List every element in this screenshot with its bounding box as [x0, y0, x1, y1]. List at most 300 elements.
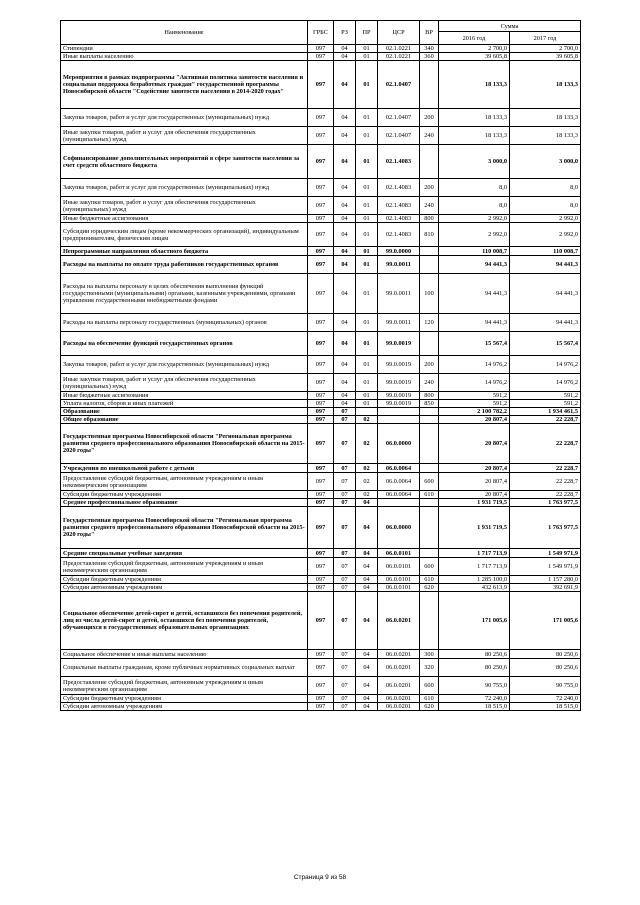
- cell-csr: 06.0.0101: [378, 558, 420, 576]
- cell-grbs: 097: [308, 703, 334, 711]
- cell-rz: 07: [334, 576, 356, 584]
- table-row: [61, 127, 581, 145]
- cell-rz: 07: [334, 695, 356, 703]
- cell-2017: 392 691,9: [510, 584, 581, 592]
- cell-grbs: 097: [308, 392, 334, 400]
- cell-2016: 2 992,0: [439, 215, 510, 223]
- table-row: [61, 558, 581, 576]
- table-row: [61, 703, 581, 711]
- cell-csr: 99.0.0019: [378, 392, 420, 400]
- cell-name: Расходы на выплаты по оплате труда работников государственных органов: [61, 256, 308, 274]
- cell-pr: 04: [356, 659, 378, 677]
- cell-vr: [420, 247, 439, 256]
- cell-rz: 04: [334, 45, 356, 53]
- cell-csr: [378, 408, 420, 416]
- cell-csr: 06.0.0201: [378, 677, 420, 695]
- cell-2016: 432 613,9: [439, 584, 510, 592]
- cell-grbs: 097: [308, 215, 334, 223]
- cell-grbs: 097: [308, 659, 334, 677]
- table-row: [61, 332, 581, 356]
- cell-2016: 110 008,7: [439, 247, 510, 256]
- cell-grbs: 097: [308, 45, 334, 53]
- cell-2017: 22 228,7: [510, 473, 581, 491]
- cell-vr: 610: [420, 695, 439, 703]
- cell-2016: 15 567,4: [439, 332, 510, 356]
- cell-pr: 02: [356, 491, 378, 499]
- table-row: [61, 274, 581, 314]
- cell-grbs: 097: [308, 374, 334, 392]
- cell-2017: 1 934 461,5: [510, 408, 581, 416]
- cell-2016: 1 717 713,9: [439, 558, 510, 576]
- cell-2017: 1 763 977,5: [510, 499, 581, 507]
- cell-pr: 01: [356, 374, 378, 392]
- table-row: [61, 247, 581, 256]
- cell-grbs: 097: [308, 274, 334, 314]
- cell-pr: 01: [356, 392, 378, 400]
- cell-vr: 120: [420, 314, 439, 332]
- cell-pr: 01: [356, 247, 378, 256]
- cell-2016: 8,0: [439, 179, 510, 197]
- cell-2016: 94 441,3: [439, 314, 510, 332]
- cell-rz: 07: [334, 677, 356, 695]
- cell-2017: 171 005,6: [510, 592, 581, 650]
- table-row: [61, 53, 581, 61]
- cell-pr: 04: [356, 650, 378, 659]
- cell-pr: 04: [356, 549, 378, 558]
- table-row: [61, 145, 581, 179]
- table-row: [61, 197, 581, 215]
- cell-pr: 02: [356, 424, 378, 464]
- cell-name: Субсидии бюджетным учреждениям: [61, 576, 308, 584]
- cell-rz: 04: [334, 400, 356, 408]
- cell-csr: 02.1.0407: [378, 61, 420, 109]
- cell-name: Стипендии: [61, 45, 308, 53]
- cell-name: Расходы на обеспечение функций государственных органов: [61, 332, 308, 356]
- cell-grbs: 097: [308, 197, 334, 215]
- cell-2016: 2 992,0: [439, 223, 510, 247]
- header-csr: ЦСР: [378, 21, 420, 45]
- cell-rz: 04: [334, 61, 356, 109]
- cell-vr: 600: [420, 558, 439, 576]
- cell-2016: 171 005,6: [439, 592, 510, 650]
- cell-vr: 240: [420, 374, 439, 392]
- cell-grbs: 097: [308, 424, 334, 464]
- cell-2016: 591,2: [439, 400, 510, 408]
- cell-csr: 06.0.0201: [378, 650, 420, 659]
- cell-2017: 94 441,3: [510, 314, 581, 332]
- cell-rz: 07: [334, 592, 356, 650]
- cell-csr: [378, 499, 420, 507]
- cell-pr: [356, 408, 378, 416]
- cell-2017: 18 133,3: [510, 127, 581, 145]
- table-row: [61, 695, 581, 703]
- cell-name: Социальные выплаты гражданам, кроме публичных нормативных социальных выплат: [61, 659, 308, 677]
- cell-vr: [420, 408, 439, 416]
- cell-rz: 04: [334, 392, 356, 400]
- cell-2017: 90 755,0: [510, 677, 581, 695]
- cell-pr: 04: [356, 558, 378, 576]
- cell-vr: 240: [420, 127, 439, 145]
- cell-name: Закупка товаров, работ и услуг для государственных (муниципальных) нужд: [61, 109, 308, 127]
- cell-csr: 99.0.0011: [378, 314, 420, 332]
- cell-2017: 1 157 280,0: [510, 576, 581, 584]
- cell-vr: 620: [420, 584, 439, 592]
- header-name: Наименование: [61, 21, 308, 45]
- table-row: [61, 215, 581, 223]
- cell-2016: 72 240,0: [439, 695, 510, 703]
- cell-2016: 591,2: [439, 392, 510, 400]
- cell-csr: 06.0.0201: [378, 703, 420, 711]
- table-row: [61, 464, 581, 473]
- cell-vr: [420, 61, 439, 109]
- cell-pr: 01: [356, 197, 378, 215]
- cell-2017: 1 763 977,5: [510, 507, 581, 549]
- cell-grbs: 097: [308, 109, 334, 127]
- cell-grbs: 097: [308, 400, 334, 408]
- cell-2016: 94 441,3: [439, 256, 510, 274]
- cell-vr: 610: [420, 491, 439, 499]
- cell-vr: 300: [420, 650, 439, 659]
- cell-pr: 01: [356, 127, 378, 145]
- cell-pr: 02: [356, 416, 378, 424]
- cell-2017: 80 250,6: [510, 659, 581, 677]
- cell-vr: [420, 464, 439, 473]
- cell-vr: 600: [420, 677, 439, 695]
- cell-name: Субсидии бюджетным учреждениям: [61, 695, 308, 703]
- cell-csr: 02.1.4083: [378, 179, 420, 197]
- cell-csr: 02.1.4083: [378, 223, 420, 247]
- cell-2016: 3 000,0: [439, 145, 510, 179]
- cell-pr: 01: [356, 223, 378, 247]
- cell-vr: [420, 332, 439, 356]
- cell-name: Общее образование: [61, 416, 308, 424]
- cell-2017: 1 549 971,9: [510, 558, 581, 576]
- cell-csr: 06.0.0101: [378, 549, 420, 558]
- cell-grbs: 097: [308, 179, 334, 197]
- cell-csr: 06.0.0101: [378, 576, 420, 584]
- cell-name: Предоставление субсидий бюджетным, автономным учреждениям и иным некоммерческим организациям: [61, 677, 308, 695]
- cell-csr: 06.0.0064: [378, 464, 420, 473]
- cell-2016: 8,0: [439, 197, 510, 215]
- cell-2016: 1 931 719,5: [439, 507, 510, 549]
- cell-name: Предоставление субсидий бюджетным, автономным учреждениям и иным некоммерческим организациям: [61, 473, 308, 491]
- table-row: [61, 416, 581, 424]
- cell-2017: 2 992,0: [510, 223, 581, 247]
- cell-rz: 07: [334, 464, 356, 473]
- cell-grbs: 097: [308, 576, 334, 584]
- cell-name: Средние специальные учебные заведения: [61, 549, 308, 558]
- cell-csr: 02.1.0407: [378, 109, 420, 127]
- cell-2016: 94 441,3: [439, 274, 510, 314]
- cell-csr: 99.0.0019: [378, 374, 420, 392]
- cell-2016: 39 605,8: [439, 53, 510, 61]
- table-row: [61, 356, 581, 374]
- cell-rz: 07: [334, 507, 356, 549]
- table-row: [61, 491, 581, 499]
- cell-rz: 07: [334, 408, 356, 416]
- cell-grbs: 097: [308, 491, 334, 499]
- cell-2017: 18 515,0: [510, 703, 581, 711]
- cell-pr: 04: [356, 703, 378, 711]
- header-vr: ВР: [420, 21, 439, 45]
- cell-2016: 1 285 100,0: [439, 576, 510, 584]
- cell-vr: 810: [420, 223, 439, 247]
- header-2016: 2016 год: [439, 32, 510, 45]
- cell-rz: 04: [334, 223, 356, 247]
- header-pr: ПР: [356, 21, 378, 45]
- cell-2016: 14 976,2: [439, 356, 510, 374]
- cell-name: Непрограммные направления областного бюджета: [61, 247, 308, 256]
- cell-vr: 240: [420, 197, 439, 215]
- cell-pr: 02: [356, 473, 378, 491]
- cell-name: Государственная программа Новосибирской области "Региональная программа развития среднего профессионального образования Новосибирской области на 2015-2020 годы": [61, 424, 308, 464]
- cell-2017: 18 133,3: [510, 109, 581, 127]
- cell-pr: 04: [356, 584, 378, 592]
- cell-grbs: 097: [308, 256, 334, 274]
- cell-2017: 94 441,3: [510, 256, 581, 274]
- table-row: [61, 61, 581, 109]
- cell-vr: 800: [420, 215, 439, 223]
- cell-grbs: 097: [308, 247, 334, 256]
- table-row: [61, 650, 581, 659]
- cell-grbs: 097: [308, 499, 334, 507]
- table-row: [61, 677, 581, 695]
- cell-name: Мероприятия в рамках подпрограммы "Активная политика занятости населения и социальная поддержка безработных граждан" государственной программы Новосибирской области "Содействие занятости населения в 2014-2020 годах": [61, 61, 308, 109]
- table-row: [61, 223, 581, 247]
- cell-2016: 20 807,4: [439, 464, 510, 473]
- table-body: [61, 45, 581, 711]
- cell-rz: 04: [334, 356, 356, 374]
- cell-2017: 2 992,0: [510, 215, 581, 223]
- table-row: [61, 45, 581, 53]
- table-row: [61, 392, 581, 400]
- cell-2017: 8,0: [510, 179, 581, 197]
- cell-grbs: 097: [308, 356, 334, 374]
- cell-vr: 340: [420, 45, 439, 53]
- cell-2017: 1 549 971,9: [510, 549, 581, 558]
- table-row: [61, 374, 581, 392]
- cell-2016: 20 807,4: [439, 473, 510, 491]
- cell-grbs: 097: [308, 592, 334, 650]
- cell-vr: [420, 549, 439, 558]
- cell-pr: 01: [356, 215, 378, 223]
- cell-pr: 01: [356, 356, 378, 374]
- cell-vr: [420, 145, 439, 179]
- cell-rz: 04: [334, 127, 356, 145]
- cell-pr: 01: [356, 314, 378, 332]
- cell-grbs: 097: [308, 332, 334, 356]
- cell-grbs: 097: [308, 558, 334, 576]
- table-row: [61, 408, 581, 416]
- cell-name: Иные бюджетные ассигнования: [61, 215, 308, 223]
- cell-grbs: 097: [308, 677, 334, 695]
- cell-pr: 01: [356, 145, 378, 179]
- cell-name: Предоставление субсидий бюджетным, автономным учреждениям и иным некоммерческим организациям: [61, 558, 308, 576]
- cell-csr: 06.0.0000: [378, 507, 420, 549]
- cell-rz: 04: [334, 109, 356, 127]
- cell-pr: 01: [356, 45, 378, 53]
- cell-vr: [420, 416, 439, 424]
- cell-grbs: 097: [308, 408, 334, 416]
- cell-pr: 01: [356, 109, 378, 127]
- cell-2017: 94 441,3: [510, 274, 581, 314]
- table-row: [61, 179, 581, 197]
- cell-vr: 200: [420, 179, 439, 197]
- cell-pr: 04: [356, 507, 378, 549]
- cell-2016: 90 755,0: [439, 677, 510, 695]
- cell-2016: 20 807,4: [439, 424, 510, 464]
- cell-2017: 2 700,0: [510, 45, 581, 53]
- cell-rz: 07: [334, 416, 356, 424]
- cell-name: Закупка товаров, работ и услуг для государственных (муниципальных) нужд: [61, 356, 308, 374]
- cell-grbs: 097: [308, 549, 334, 558]
- table-row: [61, 499, 581, 507]
- cell-csr: 06.0.0201: [378, 695, 420, 703]
- table-row: [61, 109, 581, 127]
- cell-name: Расходы на выплаты персоналу государственных (муниципальных) органов: [61, 314, 308, 332]
- table-header-row: [61, 21, 581, 32]
- cell-name: Иные бюджетные ассигнования: [61, 392, 308, 400]
- cell-2016: 1 931 719,5: [439, 499, 510, 507]
- cell-name: Субсидии юридическим лицам (кроме некоммерческих организаций), индивидуальным предпринимателям, физическим лицам: [61, 223, 308, 247]
- cell-name: Социальное обеспечение детей-сирот и детей, оставшихся без попечения родителей, лиц из числа детей-сирот и детей, оставшихся без попечения родителей, обучающихся в государственных образовательных организациях: [61, 592, 308, 650]
- cell-csr: 02.1.4083: [378, 145, 420, 179]
- cell-vr: 610: [420, 576, 439, 584]
- cell-2016: 1 717 713,9: [439, 549, 510, 558]
- cell-vr: 800: [420, 392, 439, 400]
- cell-name: Закупка товаров, работ и услуг для государственных (муниципальных) нужд: [61, 179, 308, 197]
- cell-csr: 02.1.4083: [378, 197, 420, 215]
- table-row: [61, 400, 581, 408]
- cell-rz: 04: [334, 215, 356, 223]
- cell-vr: 850: [420, 400, 439, 408]
- cell-2016: 18 133,3: [439, 61, 510, 109]
- cell-name: Иные выплаты населению: [61, 53, 308, 61]
- cell-rz: 07: [334, 584, 356, 592]
- budget-table: [60, 20, 581, 711]
- cell-csr: 06.0.0064: [378, 491, 420, 499]
- cell-grbs: 097: [308, 416, 334, 424]
- cell-2017: 591,2: [510, 400, 581, 408]
- cell-pr: 01: [356, 332, 378, 356]
- cell-csr: 02.1.0221: [378, 45, 420, 53]
- cell-rz: 04: [334, 256, 356, 274]
- cell-csr: 99.0.0011: [378, 274, 420, 314]
- table-row: [61, 592, 581, 650]
- cell-2016: 2 100 782,2: [439, 408, 510, 416]
- cell-csr: 06.0.0000: [378, 424, 420, 464]
- cell-vr: 200: [420, 356, 439, 374]
- cell-grbs: 097: [308, 127, 334, 145]
- cell-rz: 07: [334, 499, 356, 507]
- cell-pr: 02: [356, 464, 378, 473]
- cell-name: Социальное обеспечение и иные выплаты населению: [61, 650, 308, 659]
- cell-vr: 360: [420, 53, 439, 61]
- cell-2016: 18 133,3: [439, 109, 510, 127]
- cell-rz: 07: [334, 491, 356, 499]
- cell-name: Уплата налогов, сборов и иных платежей: [61, 400, 308, 408]
- cell-2017: 18 133,3: [510, 61, 581, 109]
- cell-rz: 04: [334, 247, 356, 256]
- cell-grbs: 097: [308, 314, 334, 332]
- cell-grbs: 097: [308, 584, 334, 592]
- cell-2017: 72 240,0: [510, 695, 581, 703]
- cell-name: Образование: [61, 408, 308, 416]
- cell-grbs: 097: [308, 145, 334, 179]
- cell-vr: [420, 424, 439, 464]
- cell-rz: 04: [334, 145, 356, 179]
- cell-grbs: 097: [308, 507, 334, 549]
- cell-rz: 07: [334, 424, 356, 464]
- cell-vr: 620: [420, 703, 439, 711]
- cell-pr: 04: [356, 695, 378, 703]
- cell-2016: 18 515,0: [439, 703, 510, 711]
- header-grbs: ГРБС: [308, 21, 334, 45]
- cell-rz: 07: [334, 473, 356, 491]
- cell-name: Государственная программа Новосибирской области "Региональная программа развития среднего профессионального образования Новосибирской области на 2015-2020 годы": [61, 507, 308, 549]
- cell-name: Софинансирование дополнительных мероприятий в сфере занятости населения за счет средств областного бюджета: [61, 145, 308, 179]
- cell-name: Субсидии автономным учреждениям: [61, 584, 308, 592]
- cell-pr: 01: [356, 53, 378, 61]
- table-row: [61, 507, 581, 549]
- cell-csr: 99.0.0019: [378, 332, 420, 356]
- cell-name: Среднее профессиональное образование: [61, 499, 308, 507]
- cell-2017: 22 228,7: [510, 491, 581, 499]
- header-rz: РЗ: [334, 21, 356, 45]
- table-row: [61, 576, 581, 584]
- cell-rz: 04: [334, 314, 356, 332]
- cell-pr: 04: [356, 592, 378, 650]
- cell-2016: 14 976,2: [439, 374, 510, 392]
- page-footer: Страница 9 из 58: [293, 874, 347, 881]
- cell-csr: 99.0.0000: [378, 247, 420, 256]
- cell-csr: [378, 416, 420, 424]
- cell-rz: 04: [334, 274, 356, 314]
- cell-2017: 22 228,7: [510, 464, 581, 473]
- cell-2017: 22 228,7: [510, 424, 581, 464]
- cell-rz: 07: [334, 659, 356, 677]
- cell-pr: 04: [356, 576, 378, 584]
- cell-name: Иные закупки товаров, работ и услуг для обеспечения государственных (муниципальных) нужд: [61, 374, 308, 392]
- cell-name: Иные закупки товаров, работ и услуг для обеспечения государственных (муниципальных) нужд: [61, 127, 308, 145]
- cell-pr: 01: [356, 256, 378, 274]
- cell-2017: 15 567,4: [510, 332, 581, 356]
- cell-2016: 20 807,4: [439, 416, 510, 424]
- table-row: [61, 473, 581, 491]
- cell-grbs: 097: [308, 53, 334, 61]
- cell-rz: 07: [334, 703, 356, 711]
- cell-csr: 02.1.4083: [378, 215, 420, 223]
- cell-grbs: 097: [308, 61, 334, 109]
- cell-csr: 06.0.0201: [378, 592, 420, 650]
- table-row: [61, 314, 581, 332]
- cell-vr: 320: [420, 659, 439, 677]
- cell-csr: 06.0.0064: [378, 473, 420, 491]
- cell-2017: 22 228,7: [510, 416, 581, 424]
- cell-csr: 99.0.0019: [378, 400, 420, 408]
- cell-rz: 07: [334, 549, 356, 558]
- cell-vr: 100: [420, 274, 439, 314]
- table-row: [61, 549, 581, 558]
- cell-vr: 600: [420, 473, 439, 491]
- cell-csr: 99.0.0011: [378, 256, 420, 274]
- cell-2016: 80 250,6: [439, 659, 510, 677]
- cell-name: Иные закупки товаров, работ и услуг для обеспечения государственных (муниципальных) нужд: [61, 197, 308, 215]
- cell-rz: 04: [334, 374, 356, 392]
- cell-2017: 110 008,7: [510, 247, 581, 256]
- cell-name: Учреждения по внешкольной работе с детьми: [61, 464, 308, 473]
- cell-rz: 07: [334, 558, 356, 576]
